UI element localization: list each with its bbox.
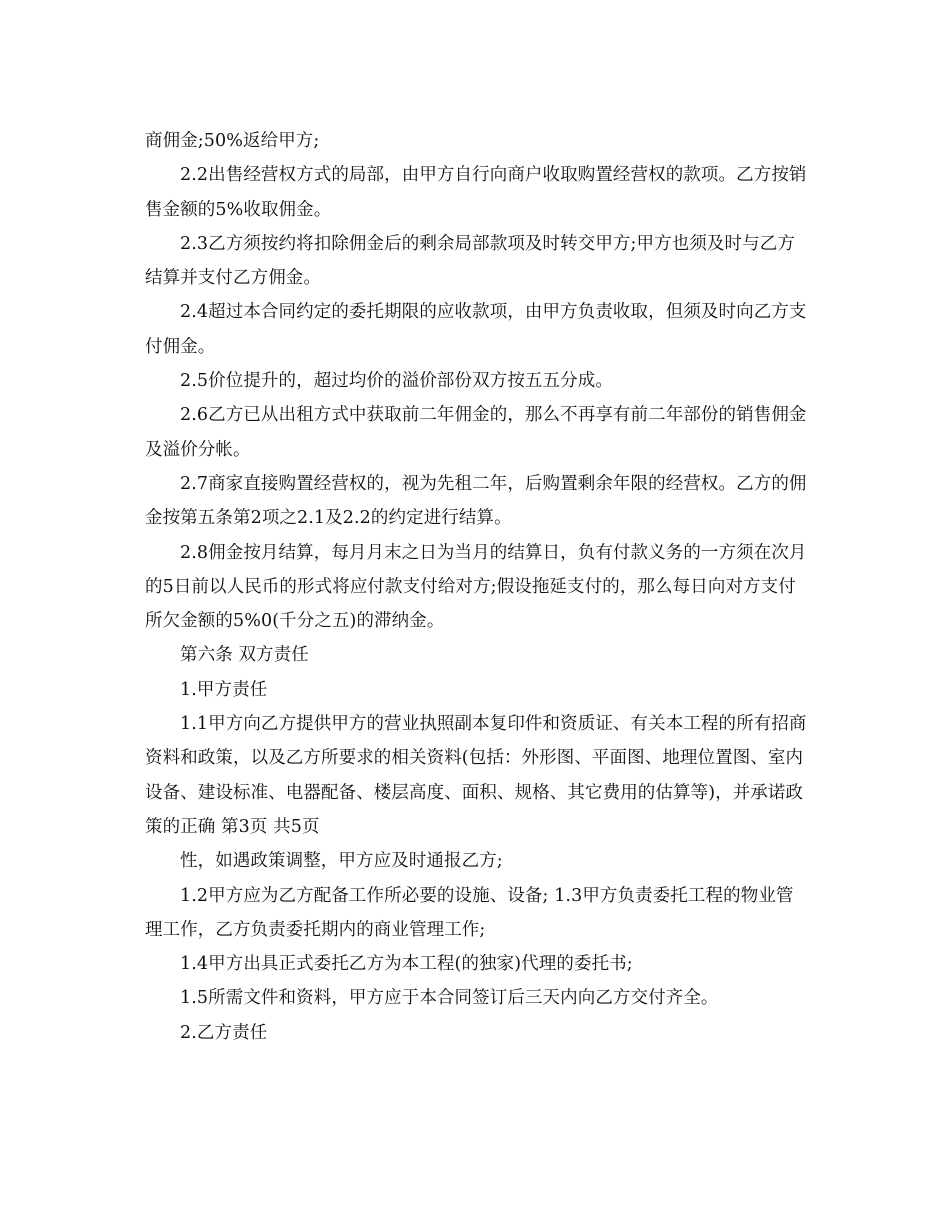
paragraph-1-2-1-3: 1.2甲方应为乙方配备工作所必要的设施、设备; 1.3甲方负责委托工程的物业管理工作，乙方负责委托期内的商业管理工作;	[145, 885, 794, 940]
paragraph-2-5: 2.5价位提升的，超过均价的溢价部份双方按五五分成。	[180, 371, 613, 392]
paragraph-2-4: 2.4超过本合同约定的委托期限的应收款项，由甲方负责收取，但须及时向乙方支付佣金。	[145, 302, 807, 357]
paragraph-commission-return: 商佣金;50%返给甲方;	[145, 131, 320, 151]
paragraph-1-4: 1.4甲方出具正式委托乙方为本工程(的独家)代理的委托书;	[180, 954, 633, 975]
paragraph-2-2: 2.2出售经营权方式的局部，由甲方自行向商户收取购置经营权的款项。乙方按销售金额的5%收取佣金。	[145, 165, 807, 220]
paragraph-policy-adjustment: 性，如遇政策调整，甲方应及时通报乙方;	[180, 851, 503, 872]
section-heading-article-6: 第六条 双方责任	[180, 645, 309, 666]
paragraph-1-1: 1.1甲方向乙方提供甲方的营业执照副本复印件和资质证、有关本工程的所有招商资料和政策，以及乙方所要求的相关资料(包括：外形图、平面图、地理位置图、室内设备、建设标准、电器配备、楼层高度、面积、规格、其它费用的估算等)，并承诺政策的正确 第3页 共5页	[145, 714, 807, 837]
paragraph-2-7: 2.7商家直接购置经营权的，视为先租二年，后购置剩余年限的经营权。乙方的佣金按第五条第2项之2.1及2.2的约定进行结算。	[145, 473, 807, 529]
paragraph-2-8: 2.8佣金按月结算，每月月末之日为当月的结算日，负有付款义务的一方须在次月的5日前以人民币的形式将应付款支付给对方;假设拖延支付的，那么每日向对方支付所欠金额的5%0(千分之五)的滞纳金。	[145, 542, 807, 632]
subheading-party-a-duties: 1.甲方责任	[180, 679, 268, 700]
subheading-party-b-duties: 2.乙方责任	[180, 1022, 268, 1043]
paragraph-2-6: 2.6乙方已从出租方式中获取前二年佣金的，那么不再享有前二年部份的销售佣金及溢价分帐。	[145, 405, 807, 460]
paragraph-1-5: 1.5所需文件和资料，甲方应于本合同签订后三天内向乙方交付齐全。	[180, 988, 719, 1009]
document-body	[145, 124, 810, 1050]
paragraph-2-3: 2.3乙方须按约将扣除佣金后的剩余局部款项及时转交甲方;甲方也须及时与乙方结算并支付乙方佣金。	[145, 233, 795, 289]
